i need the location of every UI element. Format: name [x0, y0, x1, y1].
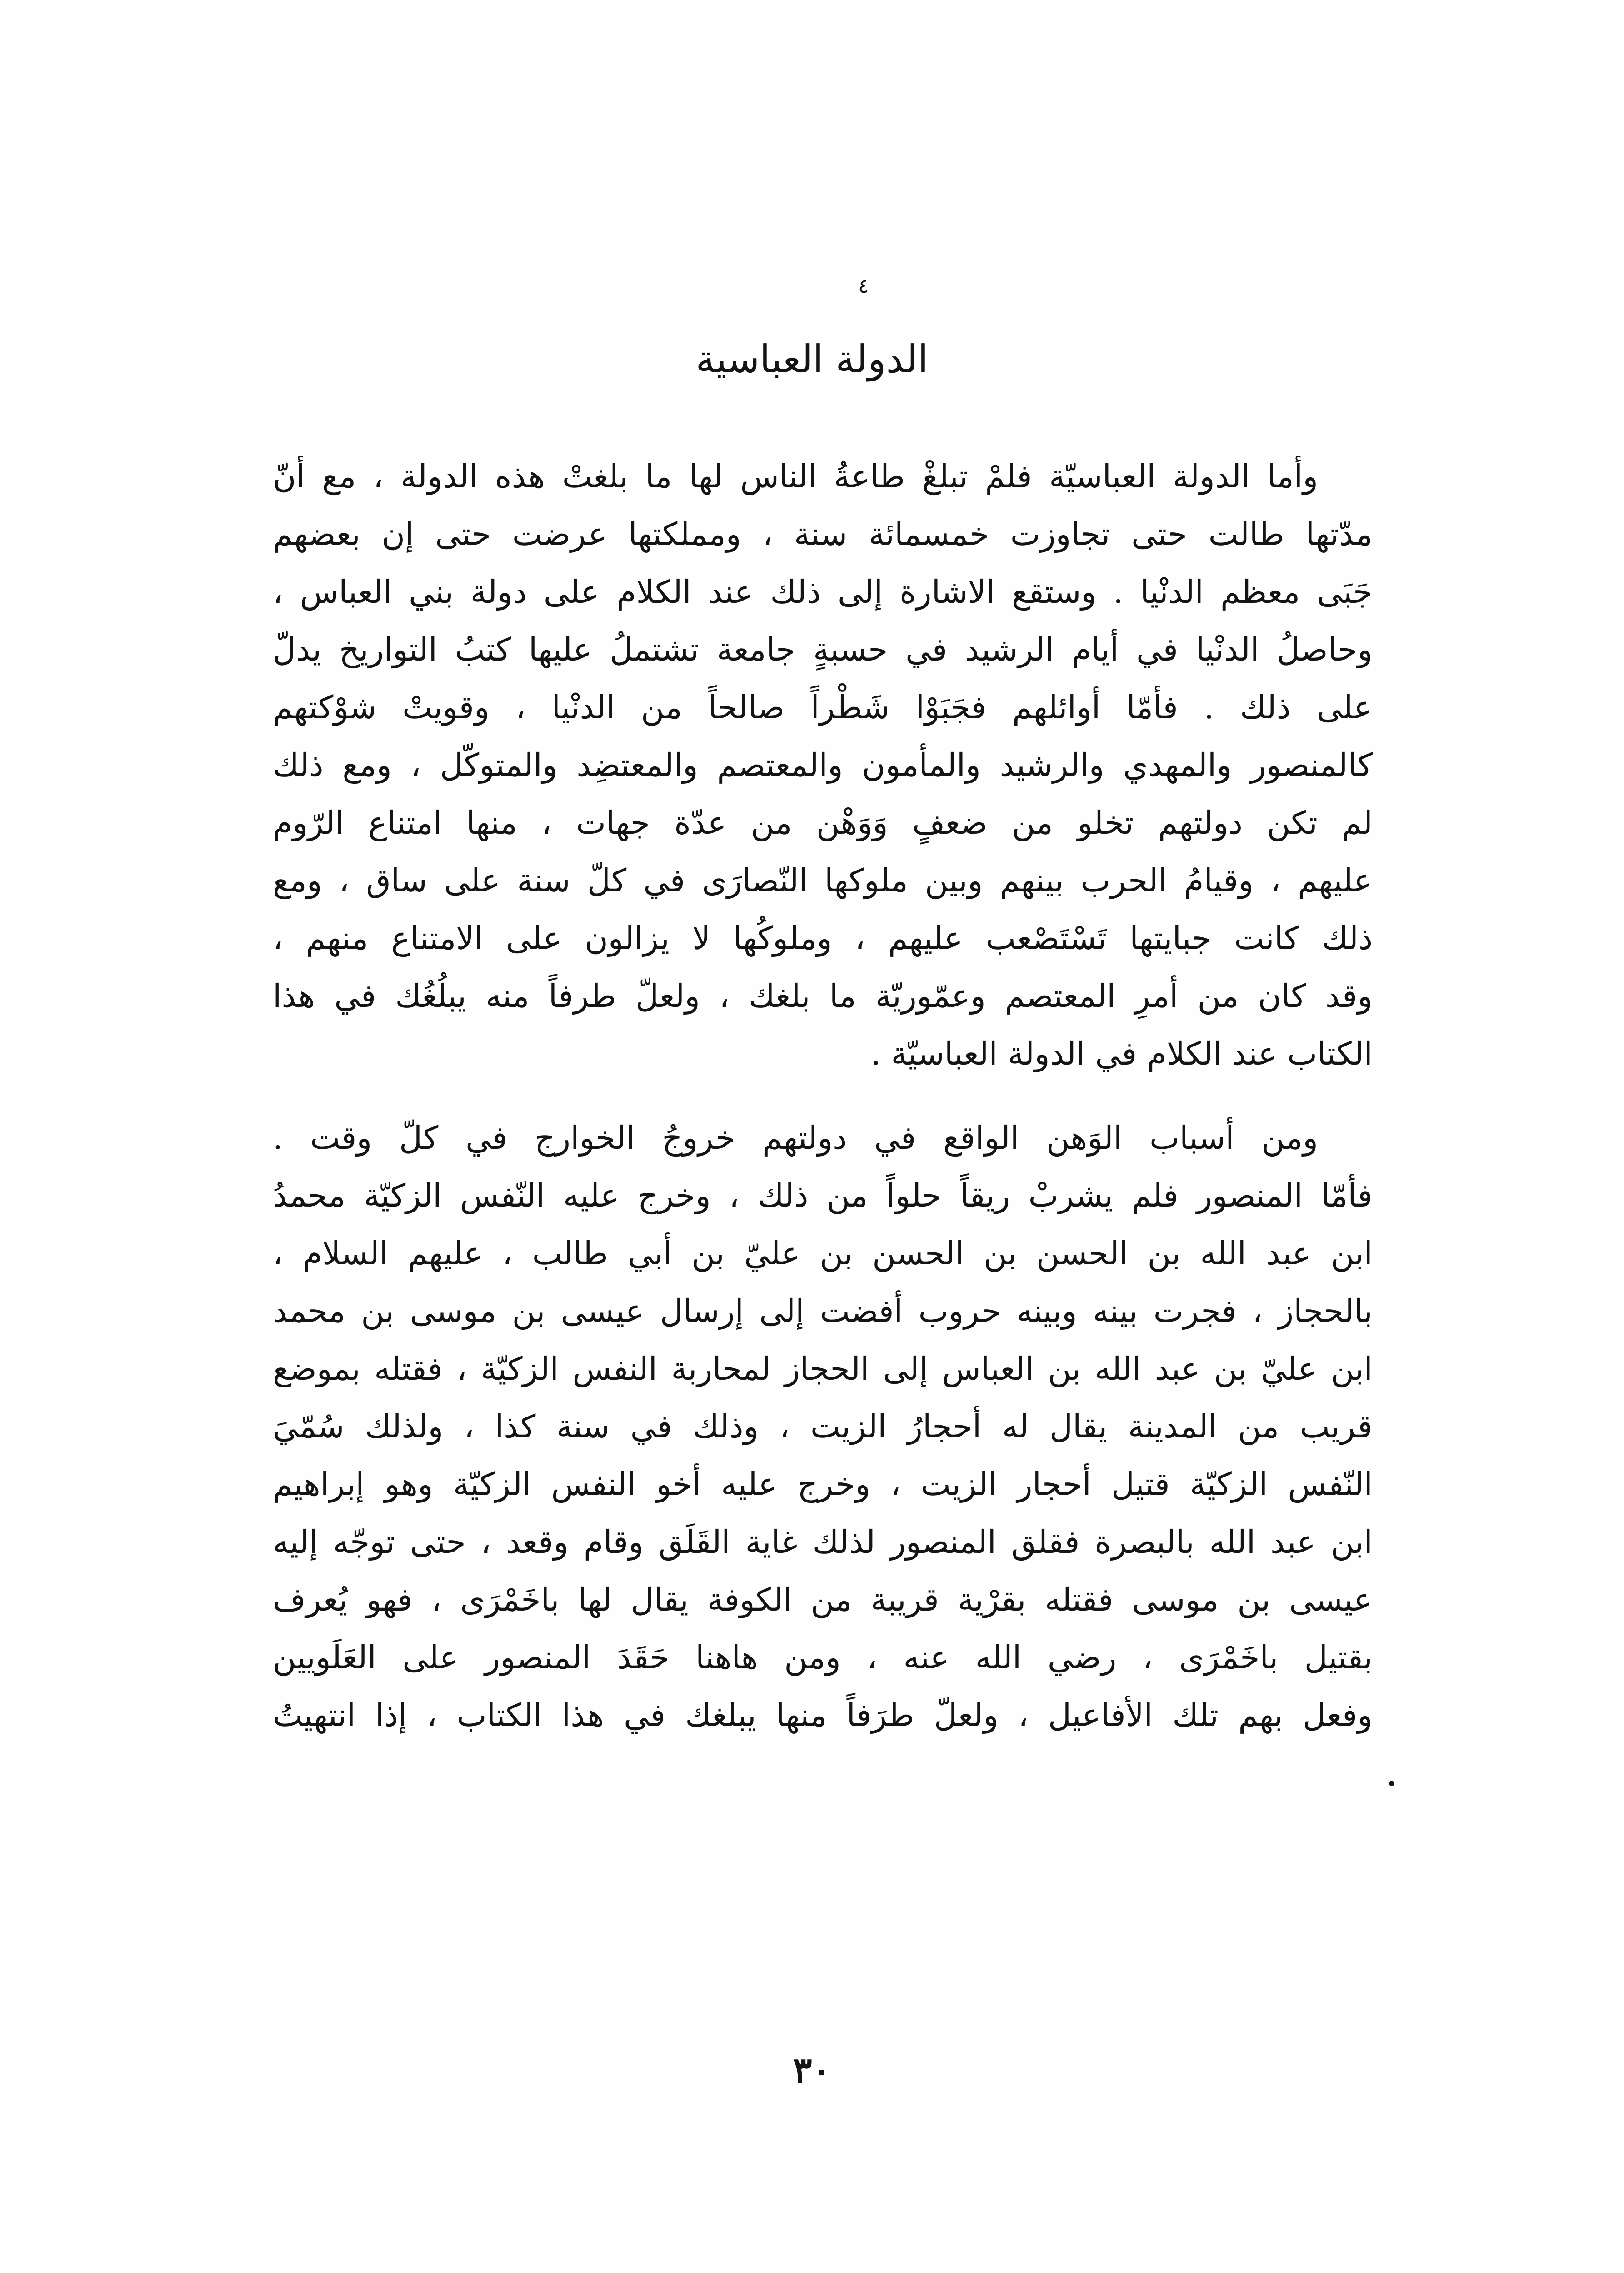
text-line: وفعل بهم تلك الأفاعيل ، ولعلّ طرَفاً منها يبلغك في هذا الكتاب ، إذا انتهيتُ	[273, 1697, 1373, 1734]
text-line: قريب من المدينة يقال له أحجارُ الزيت ، وذلك في سنة كذا ، ولذلك سُمّيَ	[273, 1408, 1373, 1445]
page-number: ٣٠	[793, 2050, 831, 2091]
text-line: وقد كان من أمرِ المعتصم وعمّوريّة ما بلغك ، ولعلّ طرفاً منه يبلُغُك في هذا	[273, 977, 1373, 1015]
text-line: وأما الدولة العباسيّة فلمْ تبلغْ طاعةُ الناس لها ما بلغتْ هذه الدولة ، مع أنّ	[273, 458, 1318, 495]
text-line: ابن عبد الله بن الحسن بن الحسن بن عليّ بن أبي طالب ، عليهم السلام ،	[273, 1235, 1373, 1272]
chapter-title: الدولة العباسية	[695, 337, 929, 381]
text-line: لم تكن دولتهم تخلو من ضعفٍ وَوَهْن من عدّة جهات ، منها امتناع الرّوم	[273, 804, 1373, 841]
text-line: ابن عبد الله بالبصرة فقلق المنصور لذلك غاية القَلَق وقام وقعد ، حتى توجّه إليه	[273, 1523, 1373, 1561]
text-line: بالحجاز ، فجرت بينه وبينه حروب أفضت إلى إرسال عيسى بن موسى بن محمد	[273, 1292, 1373, 1330]
text-line: فأمّا المنصور فلم يشربْ ريقاً حلواً من ذلك ، وخرج عليه النّفس الزكيّة محمدُ	[273, 1177, 1373, 1214]
paragraph-gap	[273, 1083, 1373, 1109]
text-line: جَبَى معظم الدنْيا . وستقع الاشارة إلى ذلك عند الكلام على دولة بني العباس ،	[273, 573, 1373, 611]
body-text	[273, 448, 1373, 1744]
margin-mark: •	[1386, 1774, 1397, 1795]
text-line: كالمنصور والمهدي والرشيد والمأمون والمعتصم والمعتضِد والمتوكّل ، ومع ذلك	[273, 746, 1373, 784]
text-line: على ذلك . فأمّا أوائلهم فجَبَوْا شَطْراً صالحاً من الدنْيا ، وقويتْ شوْكتهم	[273, 689, 1373, 726]
text-line: بقتيل باخَمْرَى ، رضي الله عنه ، ومن هاهنا حَقَدَ المنصور على العَلَويين	[273, 1639, 1373, 1676]
text-line: ذلك كانت جبايتها تَسْتَصْعب عليهم ، وملوكُها لا يزالون على الامتناع منهم ،	[273, 920, 1373, 957]
text-line: مدّتها طالت حتى تجاوزت خمسمائة سنة ، ومملكتها عرضت حتى إن بعضهم	[273, 516, 1373, 553]
text-line: عليهم ، وقيامُ الحرب بينهم وبين ملوكها النّصارَى في كلّ سنة على ساق ، ومع	[273, 862, 1373, 899]
text-line: ابن عليّ بن عبد الله بن العباس إلى الحجاز لمحاربة النفس الزكيّة ، فقتله بموضع	[273, 1350, 1373, 1387]
top-mark: ٤	[858, 275, 869, 298]
text-line: الكتاب عند الكلام في الدولة العباسيّة .	[870, 1035, 1373, 1072]
text-line: النّفس الزكيّة قتيل أحجار الزيت ، وخرج عليه أخو النفس الزكيّة وهو إبراهيم	[273, 1466, 1373, 1503]
text-line: ومن أسباب الوَهن الواقع في دولتهم خروجُ الخوارج في كلّ وقت .	[273, 1119, 1318, 1157]
text-line: وحاصلُ الدنْيا في أيام الرشيد في حسبةٍ جامعة تشتملُ عليها كتبُ التواريخ يدلّ	[273, 631, 1373, 668]
text-line: عيسى بن موسى فقتله بقرْية قريبة من الكوفة يقال لها باخَمْرَى ، فهو يُعرف	[273, 1581, 1373, 1618]
